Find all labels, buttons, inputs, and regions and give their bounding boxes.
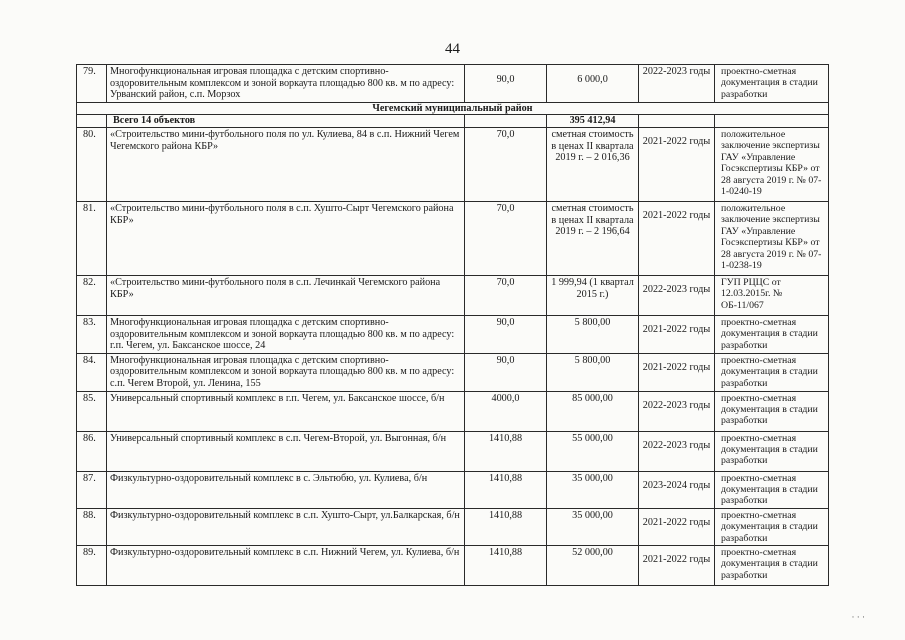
- object-cost: сметная стоимость в ценах II квартала 2019 г. – 2 196,64: [547, 201, 639, 275]
- row-number: 81.: [77, 201, 107, 275]
- objects-table: [76, 64, 829, 586]
- object-cost: 5 800,00: [547, 315, 639, 353]
- table-row: [77, 201, 829, 275]
- object-capacity: 70,0: [465, 201, 547, 275]
- section-total-cost: 395 412,94: [547, 115, 639, 128]
- object-cost: 35 000,00: [547, 471, 639, 508]
- table-row: [77, 127, 829, 201]
- row-number: 79.: [77, 65, 107, 103]
- object-name: Физкультурно-оздоровительный комплекс в с.п. Нижний Чегем, ул. Кулиева, б/н: [107, 545, 465, 585]
- object-docs: проектно-сметная документация в стадии разработки: [715, 353, 829, 391]
- object-docs: проектно-сметная документация в стадии разработки: [715, 315, 829, 353]
- row-number: 89.: [77, 545, 107, 585]
- table-row: [77, 545, 829, 585]
- object-docs: проектно-сметная документация в стадии разработки: [715, 391, 829, 431]
- object-years: 2021-2022 годы: [639, 315, 715, 353]
- table-row: [77, 353, 829, 391]
- section-title: Чегемский муниципальный район: [77, 102, 829, 115]
- object-years: 2021-2022 годы: [639, 508, 715, 545]
- object-capacity: 70,0: [465, 127, 547, 201]
- object-years: 2021-2022 годы: [639, 127, 715, 201]
- object-cost: сметная стоимость в ценах II квартала 2019 г. – 2 016,36: [547, 127, 639, 201]
- section-total-label: Всего 14 объектов: [107, 115, 465, 128]
- object-name: «Строительство мини-футбольного поля по ул. Кулиева, 84 в с.п. Нижний Чегем Чегемского района КБР»: [107, 127, 465, 201]
- object-capacity: 90,0: [465, 65, 547, 103]
- row-number: 82.: [77, 275, 107, 315]
- object-cost: 35 000,00: [547, 508, 639, 545]
- object-docs: положительное заключение экспертизы ГАУ «Управление Госэкспертизы КБР» от 28 августа 2019 г. № 07-1-0240-19: [715, 127, 829, 201]
- object-cost: 1 999,94 (1 квартал 2015 г.): [547, 275, 639, 315]
- object-cost: 85 000,00: [547, 391, 639, 431]
- object-docs: положительное заключение экспертизы ГАУ «Управление Госэкспертизы КБР» от 28 августа 2019 г. № 07-1-0238-19: [715, 201, 829, 275]
- row-number: 87.: [77, 471, 107, 508]
- object-capacity: 1410,88: [465, 471, 547, 508]
- object-years: 2021-2022 годы: [639, 201, 715, 275]
- object-capacity: 1410,88: [465, 508, 547, 545]
- object-capacity: 1410,88: [465, 545, 547, 585]
- table-row: [77, 508, 829, 545]
- table-row: [77, 431, 829, 471]
- object-name: «Строительство мини-футбольного поля в с.п. Лечинкай Чегемского района КБР»: [107, 275, 465, 315]
- object-name: Физкультурно-оздоровительный комплекс в с.п. Хушто-Сырт, ул.Балкарская, б/н: [107, 508, 465, 545]
- section-header-row: [77, 102, 829, 115]
- object-capacity: 1410,88: [465, 431, 547, 471]
- object-years: 2021-2022 годы: [639, 545, 715, 585]
- object-capacity: 4000,0: [465, 391, 547, 431]
- object-docs: ГУП РЦЦС от 12.03.2015г. № ОБ-11/067: [715, 275, 829, 315]
- object-cost: 5 800,00: [547, 353, 639, 391]
- object-name: Многофункциональная игровая площадка с детским спортивно-оздоровительным комплексом и зоной воркаута площадью 800 кв. м по адресу: Урванский район, с.п. Морзох: [107, 65, 465, 103]
- page-number: 44: [445, 41, 460, 57]
- object-years: 2022-2023 годы: [639, 431, 715, 471]
- row-number: 85.: [77, 391, 107, 431]
- row-number: 80.: [77, 127, 107, 201]
- table-row: [77, 471, 829, 508]
- row-number: 83.: [77, 315, 107, 353]
- row-number: 86.: [77, 431, 107, 471]
- object-name: Физкультурно-оздоровительный комплекс в с. Эльтюбю, ул. Кулиева, б/н: [107, 471, 465, 508]
- object-years: 2022-2023 годы: [639, 275, 715, 315]
- object-docs: проектно-сметная документация в стадии разработки: [715, 545, 829, 585]
- object-cost: 6 000,0: [547, 65, 639, 103]
- object-docs: проектно-сметная документация в стадии разработки: [715, 471, 829, 508]
- object-name: Универсальный спортивный комплекс в с.п. Чегем-Второй, ул. Выгонная, б/н: [107, 431, 465, 471]
- table-row: [77, 391, 829, 431]
- object-name: Многофункциональная игровая площадка с детским спортивно-оздоровительным комплексом и зоной воркаута площадью 800 кв. м по адресу: г.п. Чегем, ул. Баксанское шоссе, 24: [107, 315, 465, 353]
- object-cost: 55 000,00: [547, 431, 639, 471]
- row-number: 84.: [77, 353, 107, 391]
- object-docs: проектно-сметная документация в стадии разработки: [715, 431, 829, 471]
- table-row: [77, 275, 829, 315]
- object-years: 2021-2022 годы: [639, 353, 715, 391]
- object-years: 2022-2023 годы: [639, 391, 715, 431]
- object-docs: проектно-сметная документация в стадии разработки: [715, 65, 829, 103]
- object-name: Многофункциональная игровая площадка с детским спортивно-оздоровительным комплексом и зоной воркаута площадью 800 кв. м по адресу: с.п. Чегем Второй, ул. Ленина, 155: [107, 353, 465, 391]
- table-row: [77, 65, 829, 103]
- object-cost: 52 000,00: [547, 545, 639, 585]
- object-years: 2022-2023 годы: [639, 65, 715, 103]
- object-capacity: 90,0: [465, 315, 547, 353]
- object-years: 2023-2024 годы: [639, 471, 715, 508]
- object-docs: проектно-сметная документация в стадии разработки: [715, 508, 829, 545]
- object-capacity: 90,0: [465, 353, 547, 391]
- table-row: [77, 315, 829, 353]
- scan-artifact: · · ·: [851, 612, 865, 622]
- object-name: «Строительство мини-футбольного поля в с.п. Хушто-Сырт Чегемского района КБР»: [107, 201, 465, 275]
- row-number: 88.: [77, 508, 107, 545]
- object-name: Универсальный спортивный комплекс в г.п. Чегем, ул. Баксанское шоссе, б/н: [107, 391, 465, 431]
- object-capacity: 70,0: [465, 275, 547, 315]
- section-total-row: [77, 115, 829, 128]
